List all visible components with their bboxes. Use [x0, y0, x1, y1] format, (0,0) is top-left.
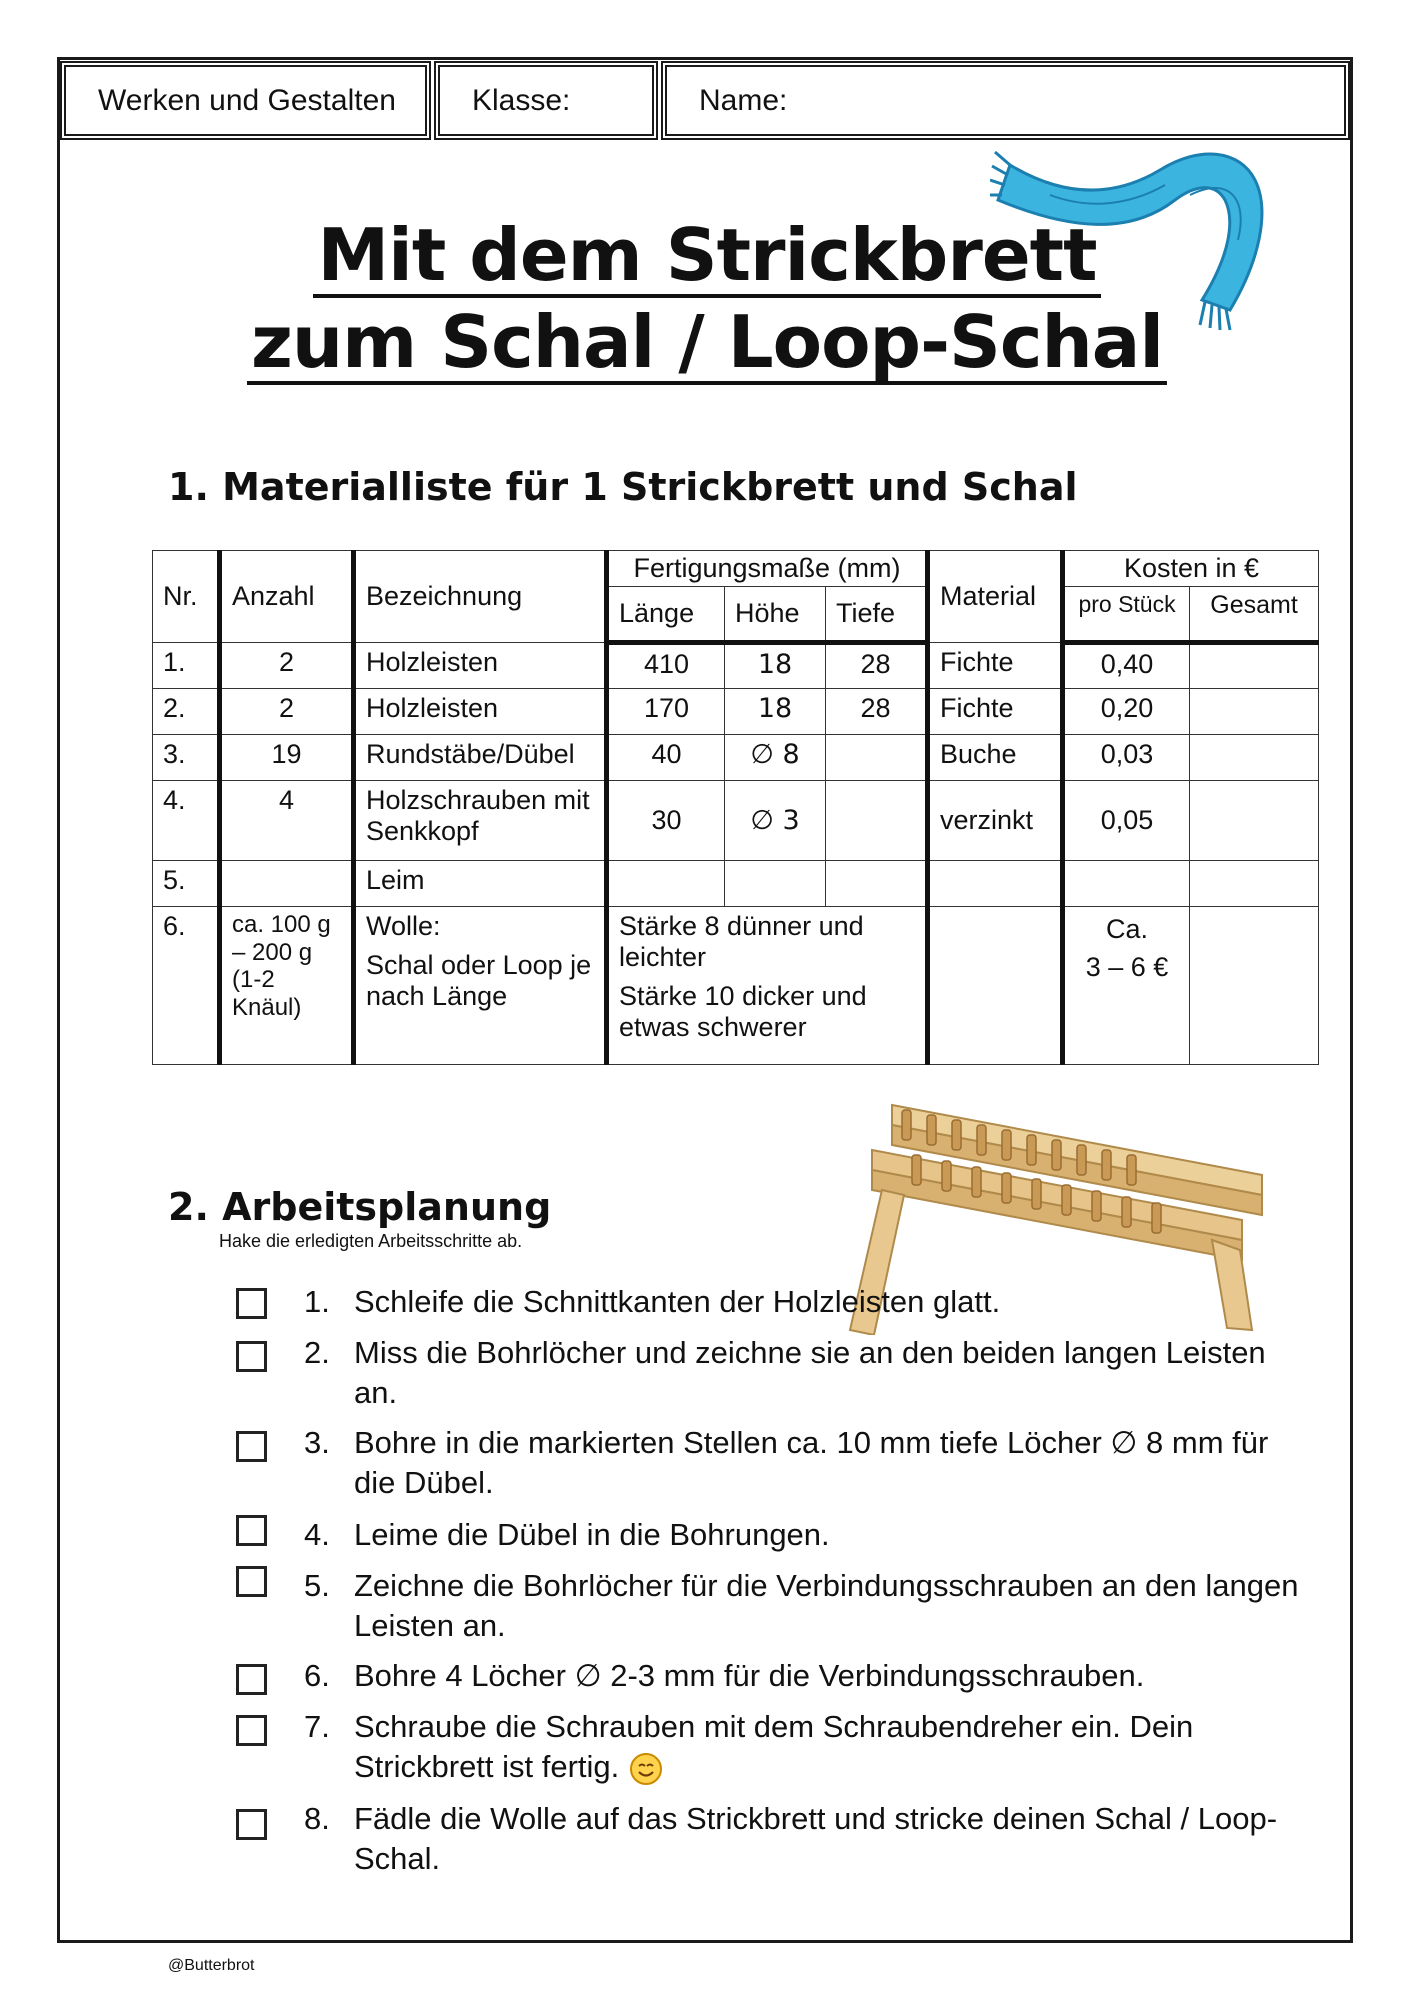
step-2-text: Miss die Bohrlöcher und zeichne sie an den beiden langen Leisten an.	[354, 1335, 1266, 1410]
name-label: Name:	[699, 83, 788, 117]
cell-hoehe: 18	[725, 643, 826, 689]
smiley-icon	[629, 1752, 663, 1786]
header-kosten: Kosten in €	[1063, 551, 1319, 587]
class-label: Klasse:	[472, 83, 571, 117]
cell-anzahl: 2	[220, 643, 354, 689]
step-3-number: 3.	[304, 1425, 330, 1460]
cell-hoehe: 18	[725, 689, 826, 735]
cell-anzahl: 19	[220, 735, 354, 781]
cell-laenge: 30	[607, 781, 725, 861]
table-row	[153, 735, 1319, 781]
step-2-checkbox[interactable]	[236, 1341, 267, 1372]
cell-bezeichnung: Holzleisten	[354, 689, 607, 735]
title-line-2: zum Schal / Loop-Schal	[247, 305, 1167, 385]
step-1-number: 1.	[304, 1284, 330, 1319]
cell-tiefe	[826, 735, 928, 781]
step-1-checkbox[interactable]	[236, 1288, 267, 1319]
cell-gesamt[interactable]	[1190, 735, 1319, 781]
row6-masse-line2: Stärke 10 dicker und etwas schwerer	[619, 981, 867, 1043]
material-table-body	[153, 643, 1319, 907]
step-3-text: Bohre in die markierten Stellen ca. 10 mm tiefe Löcher ∅ 8 mm für die Dübel.	[354, 1425, 1269, 1500]
cell-nr: 5.	[153, 861, 220, 907]
step-1-text: Schleife die Schnittkanten der Holzleisten glatt.	[354, 1284, 1001, 1319]
row6-anzahl: ca. 100 g – 200 g (1-2 Knäul)	[220, 907, 354, 1065]
step-6-text: Bohre 4 Löcher ∅ 2-3 mm für die Verbindungsschrauben.	[354, 1658, 1145, 1693]
cell-gesamt[interactable]	[1190, 643, 1319, 689]
row6-masse	[607, 907, 928, 1065]
cell-pro: 0,20	[1063, 689, 1190, 735]
row6-nr: 6.	[153, 907, 220, 1065]
cell-anzahl	[220, 861, 354, 907]
header-anzahl: Anzahl	[220, 551, 354, 643]
header-material: Material	[928, 551, 1063, 643]
step-4-number: 4.	[304, 1517, 330, 1552]
cell-tiefe	[826, 781, 928, 861]
header-fertigungsmasse: Fertigungsmaße (mm)	[607, 551, 928, 587]
row6-bezeichnung-line2: Schal oder Loop je nach Länge	[366, 950, 592, 1012]
step-7-number: 7.	[304, 1709, 330, 1744]
cell-anzahl: 4	[220, 781, 354, 861]
step-5-number: 5.	[304, 1568, 330, 1603]
step-3-checkbox[interactable]	[236, 1431, 267, 1462]
step-7-text: Schraube die Schrauben mit dem Schraubendreher ein. Dein Strickbrett ist fertig.	[354, 1709, 1194, 1784]
cell-gesamt[interactable]	[1190, 861, 1319, 907]
row6-pro-line1: Ca.	[1106, 914, 1149, 944]
title-line-1: Mit dem Strickbrett	[313, 218, 1100, 298]
step-2-number: 2.	[304, 1335, 330, 1370]
cell-pro	[1063, 861, 1190, 907]
header-row	[60, 61, 1350, 140]
cell-pro: 0,03	[1063, 735, 1190, 781]
cell-laenge: 40	[607, 735, 725, 781]
row6-pro-line2: 3 – 6 €	[1085, 951, 1169, 982]
cell-pro: 0,40	[1063, 643, 1190, 689]
title-line-1-wrap	[0, 213, 1414, 298]
header-pro-stueck: pro Stück	[1063, 587, 1190, 643]
cell-tiefe: 28	[826, 643, 928, 689]
step-8-text: Fädle die Wolle auf das Strickbrett und stricke deinen Schal / Loop-Schal.	[354, 1801, 1278, 1876]
cell-gesamt[interactable]	[1190, 689, 1319, 735]
table-row	[153, 643, 1319, 689]
header-hoehe: Höhe	[725, 587, 826, 643]
row6-bezeichnung	[354, 907, 607, 1065]
row6-material	[928, 907, 1063, 1065]
cell-pro: 0,05	[1063, 781, 1190, 861]
header-laenge: Länge	[607, 587, 725, 643]
class-cell[interactable]	[434, 61, 658, 140]
table-row	[153, 861, 1319, 907]
cell-nr: 4.	[153, 781, 220, 861]
step-6-number: 6.	[304, 1658, 330, 1693]
material-table	[152, 550, 1319, 1065]
table-row	[153, 689, 1319, 735]
cell-hoehe	[725, 861, 826, 907]
cell-bezeichnung: Holzschrauben mit Senkkopf	[354, 781, 607, 861]
cell-material: Buche	[928, 735, 1063, 781]
row6-gesamt[interactable]	[1190, 907, 1319, 1065]
subject-cell	[60, 61, 431, 140]
cell-hoehe: ∅ 8	[725, 735, 826, 781]
step-5-checkbox[interactable]	[236, 1566, 267, 1597]
section-2-heading: 2. Arbeitsplanung	[168, 1185, 552, 1229]
step-6-checkbox[interactable]	[236, 1664, 267, 1695]
cell-laenge	[607, 861, 725, 907]
cell-material	[928, 861, 1063, 907]
cell-nr: 2.	[153, 689, 220, 735]
step-8-number: 8.	[304, 1801, 330, 1836]
header-nr: Nr.	[153, 551, 220, 643]
cell-nr: 3.	[153, 735, 220, 781]
cell-tiefe: 28	[826, 689, 928, 735]
header-tiefe: Tiefe	[826, 587, 928, 643]
row6-masse-line1: Stärke 8 dünner und leichter	[619, 911, 864, 973]
step-8-checkbox[interactable]	[236, 1809, 267, 1840]
cell-hoehe: ∅ 3	[725, 781, 826, 861]
row6-pro	[1063, 907, 1190, 1065]
step-4-checkbox[interactable]	[236, 1515, 267, 1546]
section-2-note: Hake die erledigten Arbeitsschritte ab.	[219, 1231, 523, 1251]
step-7-checkbox[interactable]	[236, 1715, 267, 1746]
row6-bezeichnung-line1: Wolle:	[366, 911, 441, 941]
footer-credit: @Butterbrot	[168, 1957, 255, 1974]
cell-gesamt[interactable]	[1190, 781, 1319, 861]
header-gesamt: Gesamt	[1190, 587, 1319, 643]
cell-material: verzinkt	[928, 781, 1063, 861]
header-bezeichnung: Bezeichnung	[354, 551, 607, 643]
step-7-text-wrap	[354, 1707, 1314, 1787]
cell-bezeichnung: Leim	[354, 861, 607, 907]
section-1-heading: 1. Materialliste für 1 Strickbrett und Schal	[168, 465, 1078, 509]
cell-bezeichnung: Holzleisten	[354, 643, 607, 689]
cell-laenge: 170	[607, 689, 725, 735]
cell-material: Fichte	[928, 643, 1063, 689]
cell-material: Fichte	[928, 689, 1063, 735]
cell-tiefe	[826, 861, 928, 907]
cell-laenge: 410	[607, 643, 725, 689]
cell-nr: 1.	[153, 643, 220, 689]
table-row-6	[153, 907, 1319, 1065]
table-row	[153, 781, 1319, 861]
name-cell[interactable]	[661, 61, 1350, 140]
cell-bezeichnung: Rundstäbe/Dübel	[354, 735, 607, 781]
cell-anzahl: 2	[220, 689, 354, 735]
step-5-text: Zeichne die Bohrlöcher für die Verbindungsschrauben an den langen Leisten an.	[354, 1568, 1299, 1643]
title-line-2-wrap	[0, 300, 1414, 385]
subject-label: Werken und Gestalten	[98, 83, 396, 117]
step-4-text: Leime die Dübel in die Bohrungen.	[354, 1517, 830, 1552]
